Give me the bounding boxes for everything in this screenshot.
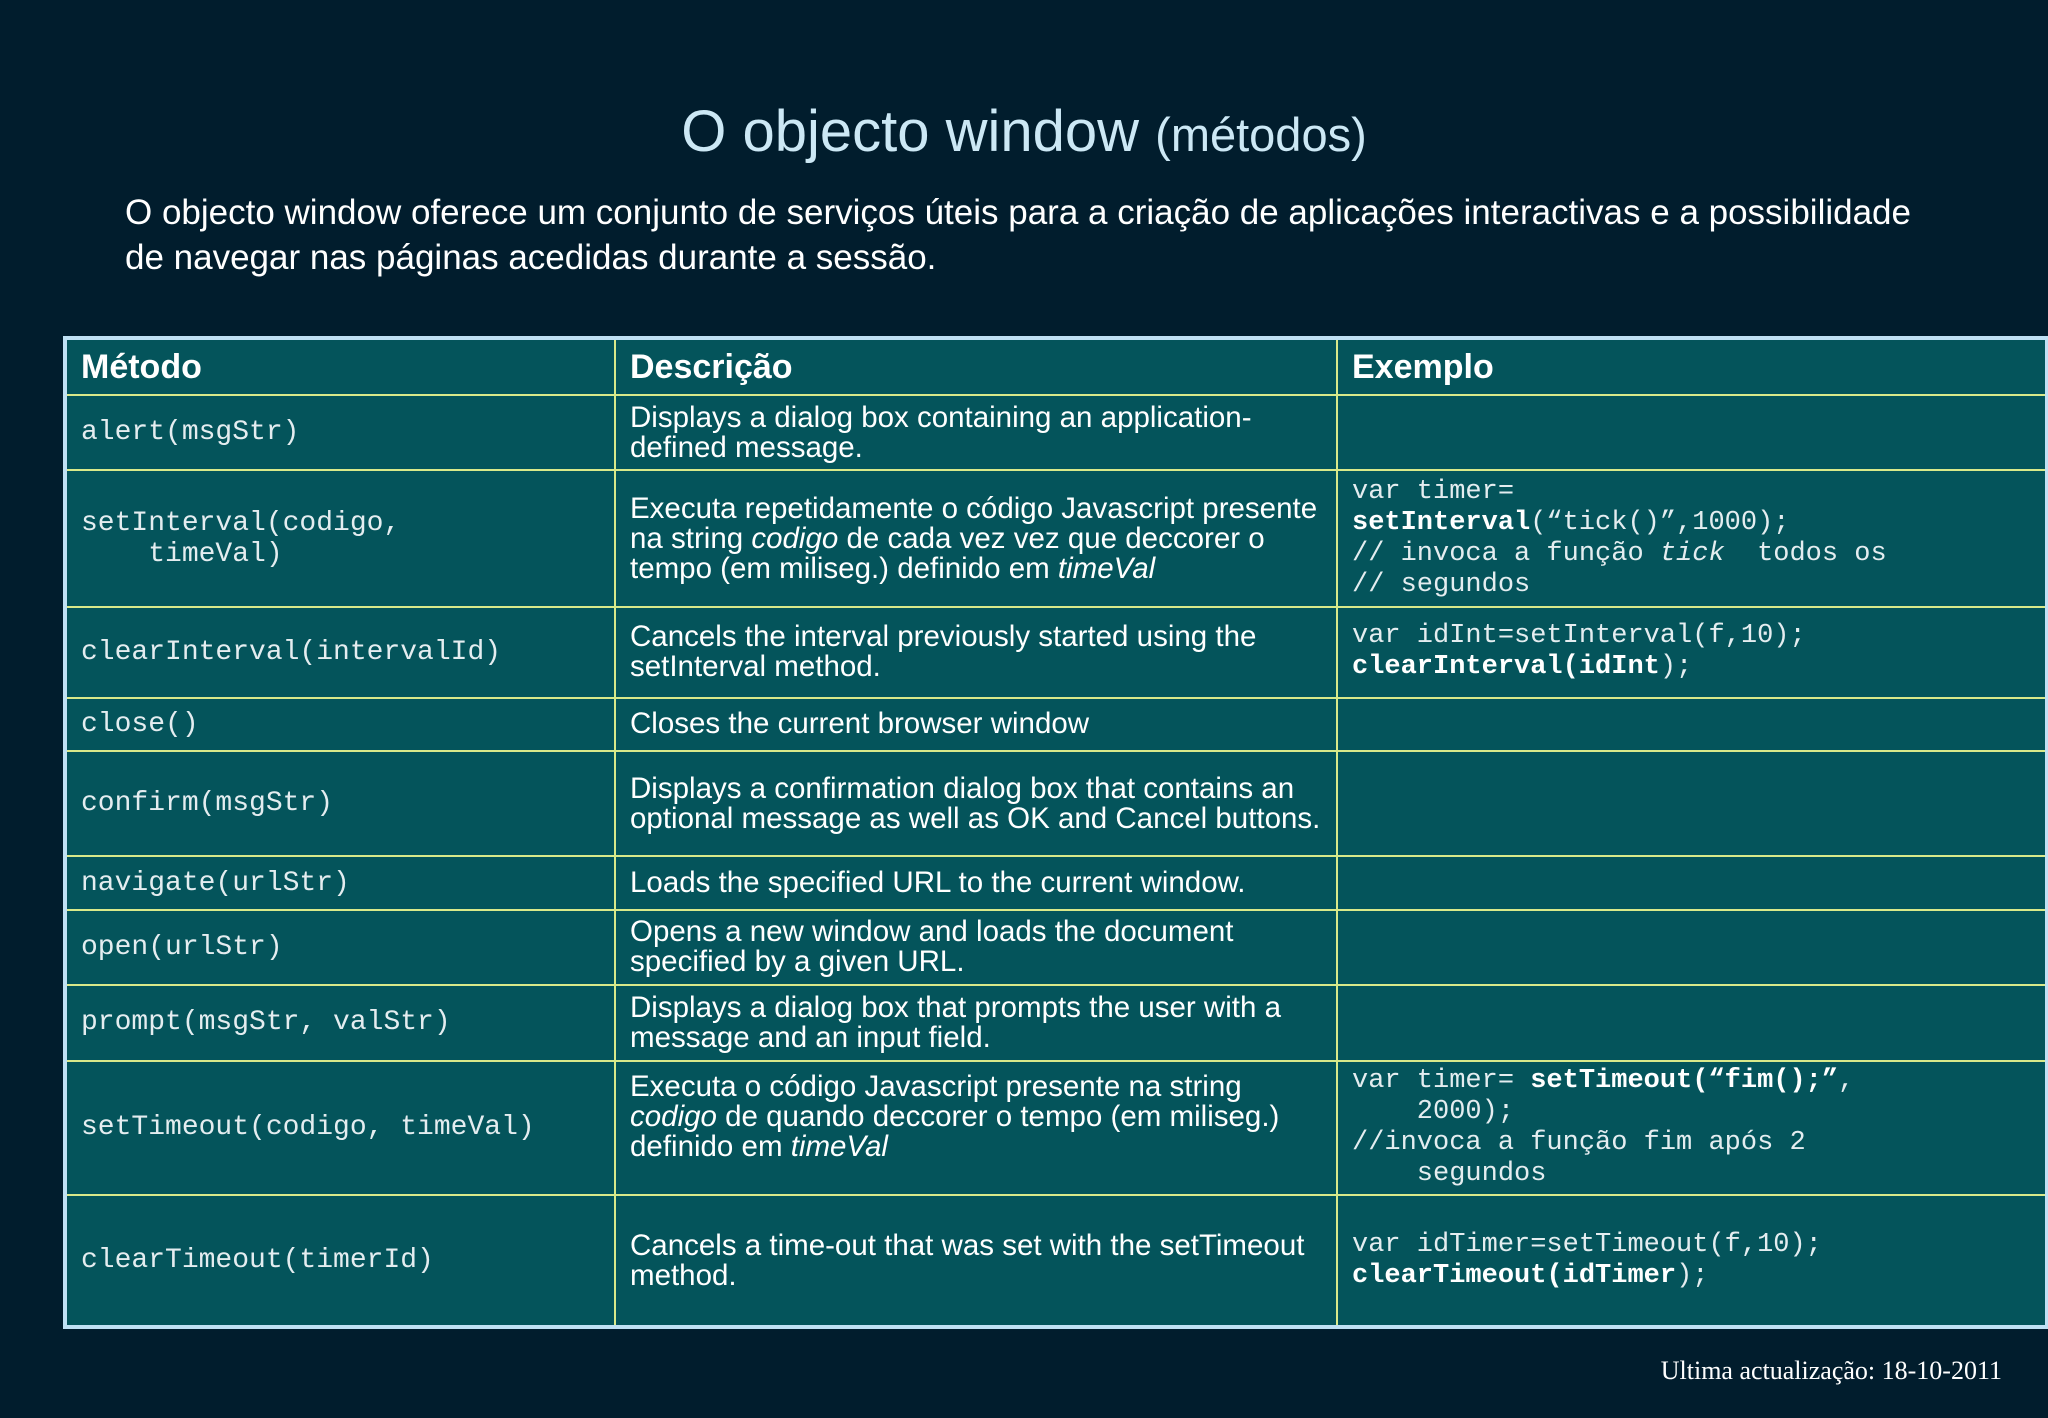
method-cell: clearTimeout(timerId) <box>65 1195 615 1327</box>
table-row <box>65 985 2047 1060</box>
example-code-bold: clearTimeout(idTimer <box>1352 1260 1677 1291</box>
description-text: Loads the specified URL to the current window. <box>630 866 1246 900</box>
last-updated: Ultima actualização: 18-10-2011 <box>1660 1356 2002 1385</box>
example-code: var timer= <box>1352 476 1515 507</box>
example-cell <box>1337 1195 2047 1327</box>
title-sub: (métodos) <box>1155 108 1367 161</box>
table-row <box>65 1195 2047 1327</box>
example-cell <box>1337 751 2047 857</box>
description-cell <box>615 1061 1337 1196</box>
example-code-bold: clearInterval(idInt <box>1352 652 1660 683</box>
example-code: var timer= <box>1352 1065 1531 1096</box>
method-cell: navigate(urlStr) <box>65 856 615 909</box>
header-metodo: Método <box>65 338 615 395</box>
description-text: Cancels the interval previously started using the setInterval method. <box>630 620 1257 684</box>
description-cell <box>615 607 1337 697</box>
table-row <box>65 751 2047 857</box>
description-cell <box>615 856 1337 909</box>
description-cell <box>615 1195 1337 1327</box>
method-cell: open(urlStr) <box>65 910 615 985</box>
description-cell <box>615 470 1337 607</box>
example-cell <box>1337 395 2047 470</box>
example-cell <box>1337 985 2047 1060</box>
description-emphasis: codigo <box>630 1099 717 1133</box>
description-text: Executa repetidamente o código Javascript presente na string <box>630 491 1318 555</box>
table-row <box>65 856 2047 909</box>
example-code: ); <box>1676 1260 1709 1291</box>
description-text: Cancels a time-out that was set with the setTimeout method. <box>630 1228 1305 1292</box>
description-text: Displays a dialog box containing an application-defined message. <box>630 400 1252 464</box>
example-code: todos os // segundos <box>1352 538 1887 600</box>
example-code-bold: setTimeout(“fim();” <box>1530 1065 1839 1096</box>
example-cell <box>1337 910 2047 985</box>
method-cell: close() <box>65 698 615 751</box>
example-code-bold: setInterval <box>1352 507 1531 538</box>
table-row <box>65 607 2047 697</box>
table-row <box>65 470 2047 607</box>
header-exemplo: Exemplo <box>1337 338 2047 395</box>
title-main: O objecto window <box>681 99 1140 164</box>
description-cell <box>615 395 1337 470</box>
method-cell: clearInterval(intervalId) <box>65 607 615 697</box>
example-code: ); <box>1659 652 1693 683</box>
example-code: var idTimer=setTimeout(f,10); <box>1352 1229 1822 1260</box>
description-cell <box>615 910 1337 985</box>
example-cell <box>1337 1061 2047 1196</box>
method-cell: prompt(msgStr, valStr) <box>65 985 615 1060</box>
description-cell <box>615 698 1337 751</box>
example-cell <box>1337 698 2047 751</box>
description-text: Closes the current browser window <box>630 707 1090 741</box>
description-text: de quando deccorer o tempo (em miliseg.) definido em <box>630 1099 1280 1163</box>
slide-title <box>0 96 2048 171</box>
description-text: Displays a confirmation dialog box that contains an optional message as well as OK and Cancel buttons. <box>630 771 1321 835</box>
table-row <box>65 1061 2047 1196</box>
description-text: Executa o código Javascript presente na string <box>630 1069 1242 1103</box>
description-text: Displays a dialog box that prompts the user with a message and an input field. <box>630 990 1281 1054</box>
example-code: , 2000); //invoca a função fim após 2 segundos <box>1352 1065 1855 1189</box>
description-emphasis: timeVal <box>790 1129 888 1163</box>
example-code: var idInt=setInterval(f,10); <box>1352 621 1806 652</box>
method-cell: confirm(msgStr) <box>65 751 615 857</box>
table-header-row <box>65 338 2047 395</box>
method-cell: alert(msgStr) <box>65 395 615 470</box>
example-code: (“tick()”,1000); // invoca a função <box>1352 507 1790 569</box>
methods-table <box>63 336 2048 1329</box>
example-code-italic: tick <box>1659 538 1725 569</box>
example-cell <box>1337 470 2047 607</box>
description-emphasis: codigo <box>751 521 839 555</box>
example-cell <box>1337 856 2047 909</box>
example-cell <box>1337 607 2047 697</box>
header-descricao: Descrição <box>615 338 1337 395</box>
method-cell: setTimeout(codigo, timeVal) <box>65 1061 615 1196</box>
description-cell <box>615 751 1337 857</box>
description-cell <box>615 985 1337 1060</box>
table-row <box>65 395 2047 470</box>
method-cell: setInterval(codigo, timeVal) <box>65 470 615 607</box>
table-row <box>65 910 2047 985</box>
description-emphasis: timeVal <box>1057 551 1156 585</box>
description-text: Opens a new window and loads the document specified by a given URL. <box>630 915 1234 979</box>
table-row <box>65 698 2047 751</box>
description-text: de cada vez vez que deccorer o tempo (em miliseg.) definido em <box>630 521 1265 585</box>
intro-text: O objecto window oferece um conjunto de serviços úteis para a criação de aplicações interactivas e a possibilidade de navegar nas páginas acedidas durante a sessão. <box>125 193 1911 277</box>
